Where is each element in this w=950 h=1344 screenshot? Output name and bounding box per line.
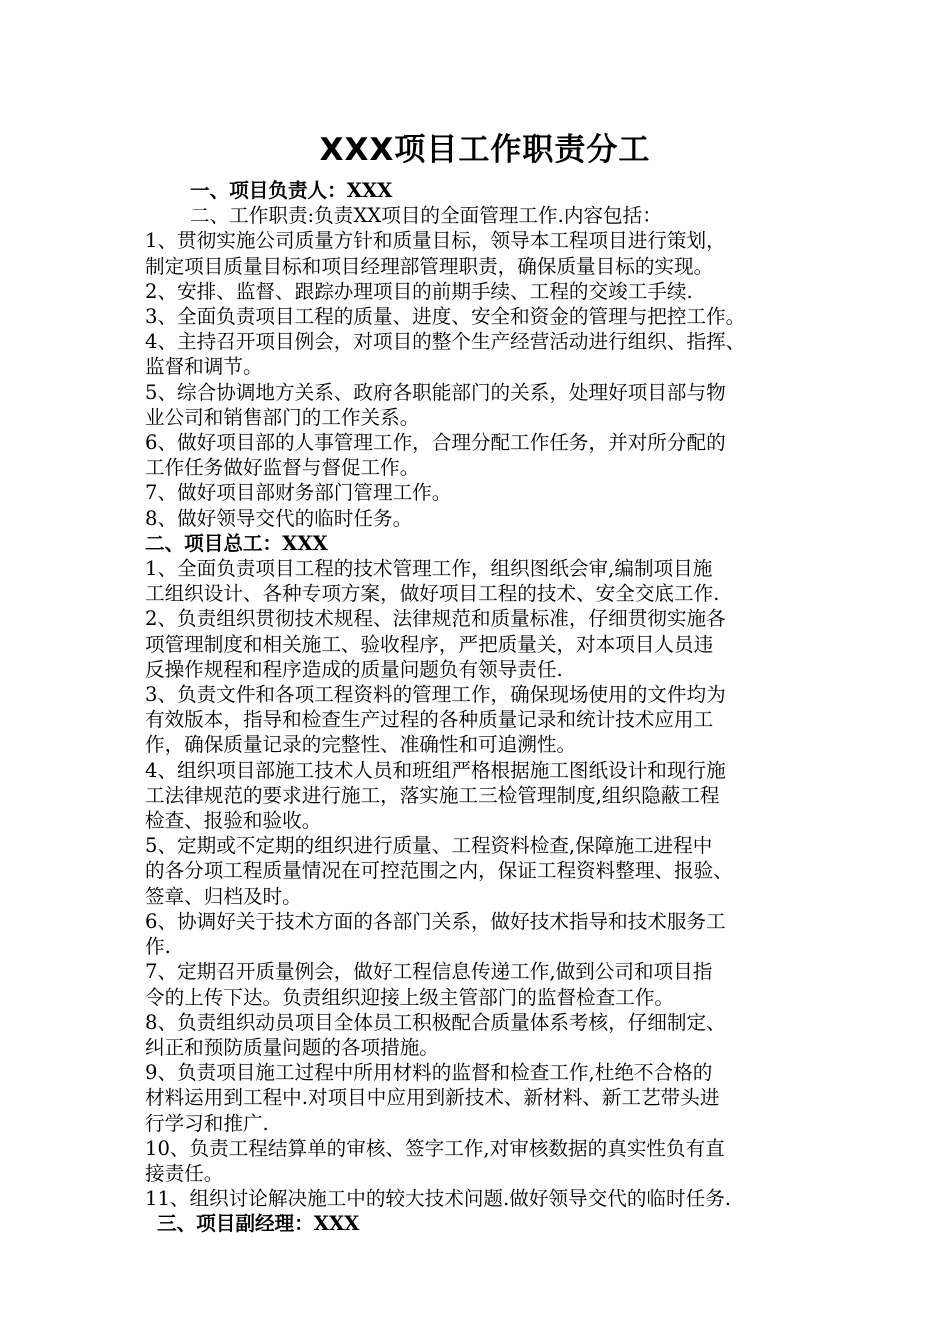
paragraph-line: 有效版本，指导和检查生产过程的各种质量记录和统计技术应用工 — [145, 708, 714, 732]
paragraph-line: 制定项目质量目标和项目经理部管理职责，确保质量目标的实现。 — [145, 254, 714, 278]
paragraph-line: 4、主持召开项目例会，对项目的整个生产经营活动进行组织、指挥、 — [145, 330, 746, 354]
paragraph-line: 9、负责项目施工过程中所用材料的监督和检查工作,杜绝不合格的 — [145, 1061, 713, 1085]
paragraph-line: 材料运用到工程中.对项目中应用到新技术、新材料、新工艺带头进 — [145, 1086, 720, 1110]
paragraph-line: 检查、报验和验收。 — [145, 809, 322, 833]
paragraph-line: 7、定期召开质量例会，做好工程信息传递工作,做到公司和项目指 — [145, 960, 713, 984]
paragraph-line: 5、综合协调地方关系、政府各职能部门的关系，处理好项目部与物 — [145, 380, 726, 404]
paragraph-line: 工作任务做好监督与督促工作。 — [145, 456, 420, 480]
paragraph-line: 监督和调节。 — [145, 355, 263, 379]
paragraph-line: 作，确保质量记录的完整性、准确性和可追溯性。 — [145, 733, 577, 757]
document-title: XXX项目工作职责分工 — [319, 132, 651, 168]
paragraph-line: 项管理制度和相关施工、验收程序，严把质量关，对本项目人员违 — [145, 632, 714, 656]
paragraph-line: 3、负责文件和各项工程资料的管理工作，确保现场使用的文件均为 — [145, 683, 726, 707]
paragraph-line: 10、负责工程结算单的审核、签字工作,对审核数据的真实性负有直 — [145, 1136, 725, 1160]
paragraph-line: 2、负责组织贯彻技术规程、法律规范和质量标准，仔细贯彻实施各 — [145, 607, 726, 631]
paragraph-line: 工组织设计、各种专项方案，做好项目工程的技术、安全交底工作. — [145, 582, 720, 606]
paragraph-line: 令的上传下达。负责组织迎接上级主管部门的监督检查工作。 — [145, 985, 675, 1009]
paragraph-line: 2、安排、监督、跟踪办理项目的前期手续、工程的交竣工手续. — [145, 279, 693, 303]
section-heading: 三、项目副经理：XXX — [157, 1212, 360, 1236]
paragraph-line: 二、工作职责:负责XX项目的全面管理工作.内容包括： — [190, 204, 662, 228]
paragraph-line: 3、全面负责项目工程的质量、进度、安全和资金的管理与把控工作。 — [145, 305, 746, 329]
paragraph-line: 7、做好项目部财务部门管理工作。 — [145, 481, 452, 505]
section-heading: 二、项目总工：XXX — [145, 531, 328, 555]
paragraph-line: 6、做好项目部的人事管理工作，合理分配工作任务，并对所分配的 — [145, 431, 726, 455]
paragraph-line: 1、贯彻实施公司质量方针和质量目标，领导本工程项目进行策划， — [145, 229, 726, 253]
paragraph-line: 反操作规程和程序造成的质量问题负有领导责任. — [145, 657, 563, 681]
paragraph-line: 8、负责组织动员项目全体员工积极配合质量体系考核，仔细制定、 — [145, 1010, 726, 1034]
paragraph-line: 1、全面负责项目工程的技术管理工作，组织图纸会审,编制项目施 — [145, 557, 713, 581]
paragraph-line: 工法律规范的要求进行施工，落实施工三检管理制度,组织隐蔽工程 — [145, 783, 720, 807]
paragraph-line: 的各分项工程质量情况在可控范围之内，保证工程资料整理、报验、 — [145, 859, 733, 883]
paragraph-line: 作. — [145, 935, 171, 959]
document-page — [145, 128, 825, 1237]
paragraph-line: 11、组织讨论解决施工中的较大技术问题.做好领导交代的临时任务. — [145, 1187, 732, 1211]
paragraph-line: 8、做好领导交代的临时任务。 — [145, 506, 413, 530]
document-body — [145, 178, 825, 1237]
paragraph-line: 业公司和销售部门的工作关系。 — [145, 405, 420, 429]
paragraph-line: 6、协调好关于技术方面的各部门关系，做好技术指导和技术服务工 — [145, 909, 726, 933]
paragraph-line: 签章、归档及时。 — [145, 884, 302, 908]
paragraph-line: 行学习和推广. — [145, 1111, 269, 1135]
section-heading: 一、项目负责人：XXX — [190, 179, 393, 202]
paragraph-line: 纠正和预防质量问题的各项措施。 — [145, 1035, 439, 1059]
paragraph-line: 5、定期或不定期的组织进行质量、工程资料检查,保障施工进程中 — [145, 834, 713, 858]
paragraph-line: 4、组织项目部施工技术人员和班组严格根据施工图纸设计和现行施 — [145, 758, 726, 782]
paragraph-line: 接责任。 — [145, 1161, 224, 1185]
